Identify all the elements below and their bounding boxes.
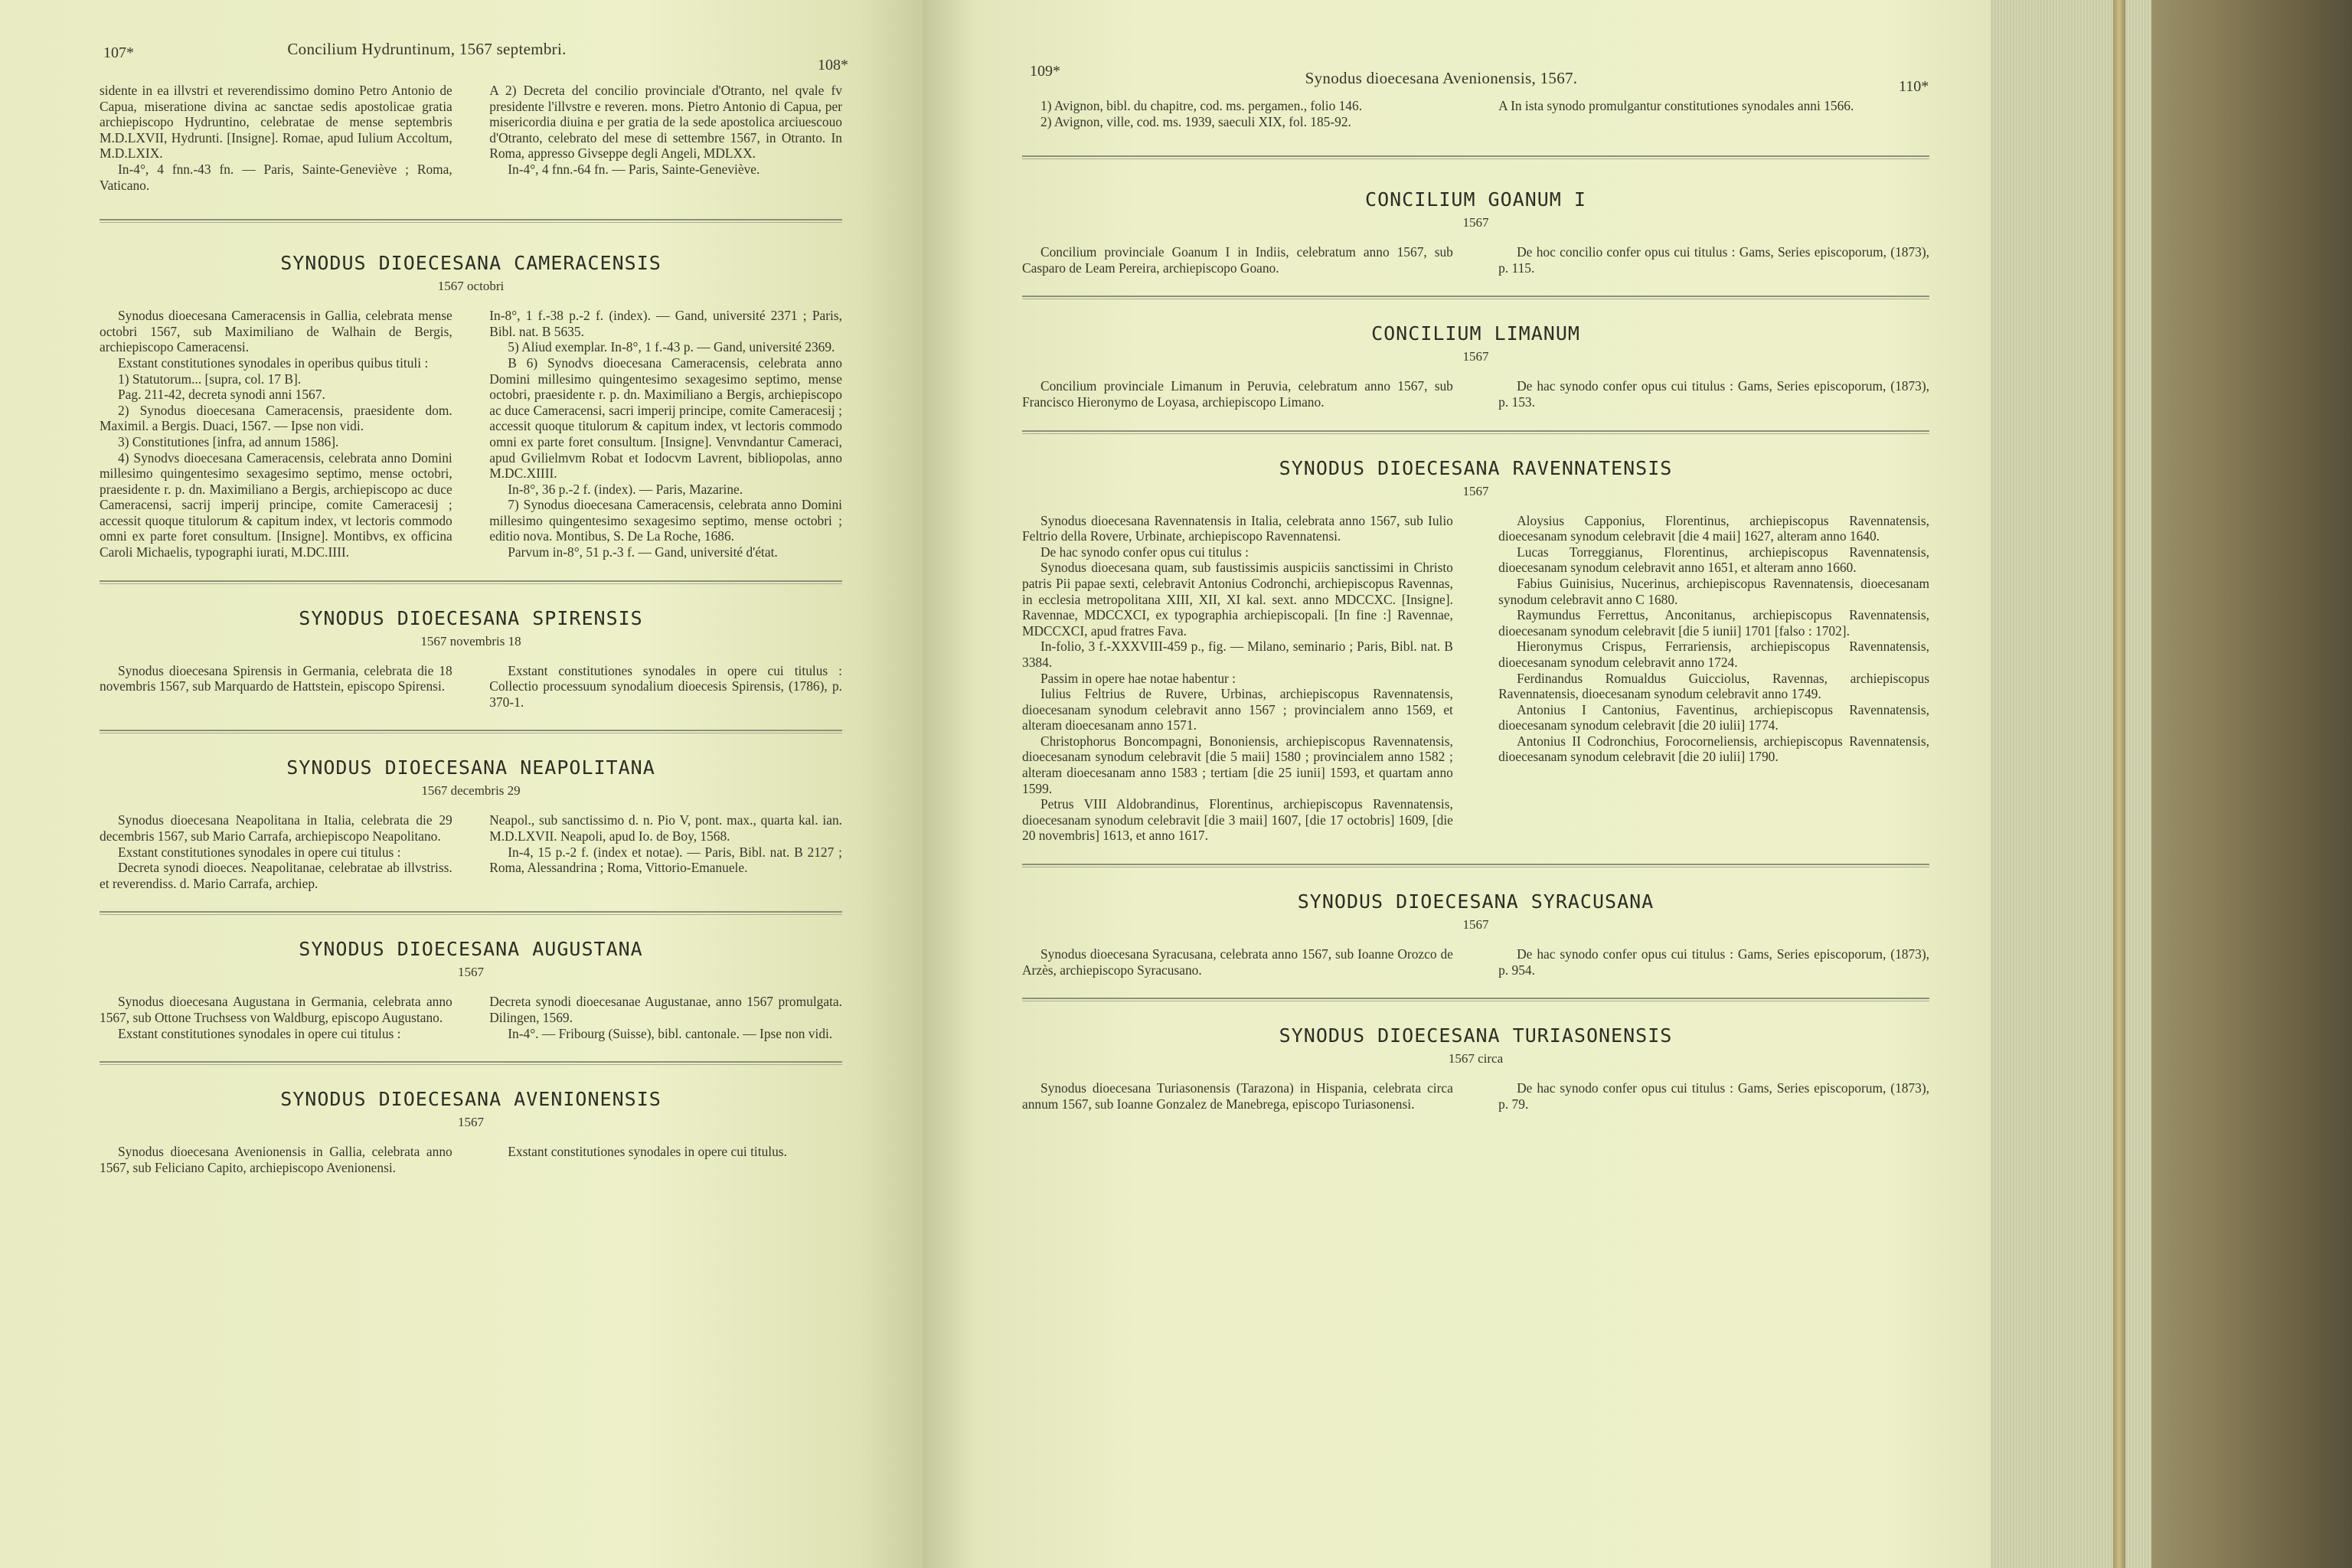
paragraph: A 2) Decreta del concilio provinciale d'Otranto, nel qvale fv presidente l'illvstre e reveren. mons. Pietro Antonio di Capua, per misericordia diuina e per gratia de la sede apostolica arciuescouo d'Otranto, celebrato del mese di settembre 1567, in Otranto. In Roma, appresso Givseppe degli Angeli, MDLXX. (489, 83, 842, 162)
section-col2 (1498, 1080, 1929, 1112)
divider (100, 730, 842, 733)
section-date: 1567 (458, 1115, 484, 1130)
paragraph: Synodus dioecesana Avenionensis in Gallia, celebrata anno 1567, sub Feliciano Capito, archiepiscopo Avenionensi. (100, 1144, 452, 1175)
divider (1022, 155, 1929, 159)
section-body (1022, 513, 1929, 844)
divider (100, 1061, 842, 1065)
paragraph: In-4°, 4 fnn.-43 fn. — Paris, Sainte-Geneviève ; Roma, Vaticano. (100, 161, 452, 193)
paragraph: Ferdinandus Romualdus Guicciolus, Ravennas, archiepiscopus Ravennatensis, dioecesanam synodum celebravit anno 1749. (1498, 670, 1929, 702)
section-date: 1567 (1462, 483, 1489, 498)
paragraph: Neapol., sub sanctissimo d. n. Pio V, pont. max., quarta kal. ian. M.D.LXVII. Neapoli, apud Io. de Boy, 1568. (489, 812, 842, 844)
paragraph: De hac synodo confer opus cui titulus : Gams, Series episcoporum, (1873), p. 79. (1498, 1080, 1929, 1112)
page-number-108: 108* (818, 57, 848, 74)
paragraph: De hac synodo confer opus cui titulus : Gams, Series episcoporum, (1873), p. 954. (1498, 946, 1929, 978)
paragraph: Exstant constitutiones synodales in opere cui titulus. (508, 1144, 787, 1160)
paragraph: Pag. 211-42, decreta synodi anni 1567. (118, 387, 325, 403)
section-col1 (1022, 946, 1453, 978)
divider (1022, 430, 1929, 434)
divider (1022, 296, 1929, 299)
section-title: SYNODUS DIOECESANA CAMERACENSIS (280, 252, 662, 275)
paragraph: sidente in ea illvstri et reverendissimo domino Petro Antonio de Capua, miseratione divina ac sanctae sedis apostolicae gratia archiepiscopo Hydruntino, celebratae de mense septembris M.D.LXVII, Hydrunti. [Insigne]. Romae, apud Iulium Accoltum, M.D.LXIX. (100, 83, 452, 162)
paragraph: In-8°, 1 f.-38 p.-2 f. (index). — Gand, université 2371 ; Paris, Bibl. nat. B 5635. (489, 308, 842, 339)
section-col2 (1498, 946, 1929, 978)
divider (100, 911, 842, 915)
top-entry (100, 83, 842, 193)
paragraph: In-4°. — Fribourg (Suisse), bibl. cantonale. — Ipse non vidi. (508, 1025, 833, 1041)
section-col1 (1022, 378, 1453, 410)
paragraph: Synodus dioecesana Augustana in Germania, celebrata anno 1567, sub Ottone Truchsess von Waldburg, episcopo Augustano. (100, 994, 452, 1025)
left-page-content (100, 83, 842, 1175)
paragraph: Parvum in-8°, 51 p.-3 f. — Gand, université d'état. (508, 544, 778, 560)
left-running-head (0, 40, 923, 74)
divider (100, 219, 842, 223)
section-col2 (489, 812, 842, 891)
section-body (1022, 378, 1929, 410)
paragraph: Exstant constitutiones synodales in opere cui titulus : Collectio processuum synodalium dioecesis Spirensis, (1786), p. 370-1. (489, 662, 842, 710)
paragraph: Synodus dioecesana Neapolitana in Italia, celebrata die 29 decembris 1567, sub Mario Carrafa, archiepiscopo Neapolitano. (100, 812, 452, 844)
paragraph: Synodus dioecesana Turiasonensis (Tarazona) in Hispania, celebrata circa annum 1567, sub Ioanne Gonzalez de Manebrega, episcopo Turiasonensi. (1022, 1080, 1453, 1112)
paragraph: 5) Aliud exemplar. In-8°, 1 f.-43 p. — Gand, université 2369. (508, 339, 835, 355)
section-body (100, 663, 842, 710)
paragraph: Petrus VIII Aldobrandinus, Florentinus, archiepiscopus Ravennatensis, dioecesanam synodum celebravit [die 3 maii] 1607, [die 17 octobris] 1609, [die 20 novembris] 1613, et anno 1617. (1022, 796, 1453, 844)
section-col2 (1498, 513, 1929, 844)
paragraph: Antonius I Cantonius, Faventinus, archiepiscopus Ravennatensis, dioecesanam synodum celebravit [die 20 iulii] 1774. (1498, 701, 1929, 733)
paragraph: In-4, 15 p.-2 f. (index et notae). — Paris, Bibl. nat. B 2127 ; Roma, Alessandrina ; Roma, Vittorio-Emanuele. (489, 844, 842, 876)
section-body (100, 812, 842, 891)
section-title: CONCILIUM LIMANUM (1371, 322, 1580, 345)
section-date: 1567 (1462, 917, 1489, 933)
section-title: SYNODUS DIOECESANA TURIASONENSIS (1279, 1024, 1673, 1047)
right-running-head (923, 40, 1991, 95)
paragraph: 2) Synodus dioecesana Cameracensis, praesidente dom. Maximil. a Bergis. Duaci, 1567. — Ipse non vidi. (100, 402, 452, 434)
left-page (0, 0, 923, 1568)
section-title: CONCILIUM GOANUM I (1365, 188, 1586, 211)
page-number-107: 107* (103, 44, 134, 61)
section-date: 1567 (458, 965, 484, 980)
section-col2 (1498, 244, 1929, 276)
section-col2 (489, 1144, 842, 1175)
cover-edge (2113, 0, 2125, 1568)
paragraph: Synodus dioecesana Syracusana, celebrata anno 1567, sub Ioanne Orozco de Arzès, archiepiscopo Syracusano. (1022, 946, 1453, 978)
section-title: SYNODUS DIOECESANA SPIRENSIS (299, 606, 643, 629)
paragraph: Exstant constitutiones synodales in operibus quibus tituli : (118, 354, 429, 371)
section-col2 (489, 663, 842, 710)
paragraph: Concilium provinciale Goanum I in Indiis, celebratum anno 1567, sub Casparo de Leam Pereira, archiepiscopo Goano. (1022, 244, 1453, 276)
section-date: 1567 octobri (437, 279, 505, 294)
page-number-109: 109* (1030, 63, 1060, 80)
paragraph: Antonius II Codronchius, Forocorneliensis, archiepiscopus Ravennatensis, dioecesanam synodum celebravit [die 20 iulii] 1790. (1498, 733, 1929, 765)
paragraph: Raymundus Ferrettus, Anconitanus, archiepiscopus Ravennatensis, dioecesanam synodum celebravit [die 5 iunii] 1701 [falso : 1702]. (1498, 607, 1929, 639)
paragraph: Synodus dioecesana Ravennatensis in Italia, celebrata anno 1567, sub Iulio Feltrio della Rovere, Urbinate, archiepiscopo Ravennatensi. (1022, 512, 1453, 544)
section-title: SYNODUS DIOECESANA NEAPOLITANA (286, 756, 655, 779)
section-body (1022, 244, 1929, 276)
top-entry-col1 (1022, 98, 1453, 129)
paragraph: B 6) Synodvs dioecesana Cameracensis, celebrata anno Domini millesimo quingentesimo sexagesimo septimo, mense octobri, praesidente r. p. dn. Maximiliano a Bergis, archiepiscopo ac duce Cameracensi, sacri imperij principe, comite Cameracesij ; accessit quoque titulorum & capitum index, vt lectoris commodo omni ex parte foret consultum. [Insigne]. Venvndantur Cameraci, apud Gvilielmvm Robat et Iodocvm Lavrent, bibliopolas, anno M.DC.XIIII. (489, 354, 842, 482)
paragraph: Synodus dioecesana Spirensis in Germania, celebrata die 18 novembris 1567, sub Marquardo de Hattstein, episcopo Spirensi. (100, 662, 452, 694)
section-title: SYNODUS DIOECESANA AUGUSTANA (299, 938, 643, 961)
right-page-content (1022, 98, 1929, 1112)
paragraph: 3) Constitutiones [infra, ad annum 1586]. (118, 433, 339, 449)
section-body (100, 1144, 842, 1175)
paragraph: In-4°, 4 fnn.-64 fn. — Paris, Sainte-Geneviève. (508, 161, 760, 177)
section-col1 (1022, 244, 1453, 276)
section-col2 (489, 308, 842, 560)
section-body (100, 994, 842, 1041)
paragraph: 7) Synodus dioecesana Cameracensis, celebrata anno Domini millesimo quingentesimo sexagesimo septimo, mense octobri ; editio nova. Montibus, S. De La Roche, 1686. (489, 497, 842, 544)
top-entry (1022, 98, 1929, 129)
paragraph: 4) Synodvs dioecesana Cameracensis, celebrata anno Domini millesimo quingentesimo sexagesimo septimo, mense octobri, praesidente r. p. dn. Maximiliano a Bergis, archiepiscopo ac duce Cameracensi, sacrij imperij principe, comite Cameracesij ; accessit quoque titulorum & capitum index, vt lectoris commodo omni ex parte foret consultum. [Insigne]. Montibvs, ex officina Caroli Michaelis, typographi iurati, M.DC.IIII. (100, 449, 452, 560)
running-title: Synodus dioecesana Avenionensis, 1567. (1305, 69, 1578, 87)
paragraph: Decreta synodi dioecesanae Augustanae, anno 1567 promulgata. Dilingen, 1569. (489, 994, 842, 1025)
paragraph: Lucas Torreggianus, Florentinus, archiepiscopus Ravennatensis, dioecesanam synodum celebravit anno 1651, et alteram anno 1660. (1498, 544, 1929, 576)
section-body (100, 308, 842, 560)
paragraph: In-folio, 3 f.-XXXVIII-459 p., fig. — Milano, seminario ; Paris, Bibl. nat. B 3384. (1022, 639, 1453, 670)
section-title: SYNODUS DIOECESANA RAVENNATENSIS (1279, 456, 1673, 479)
paragraph: De hac synodo confer opus cui titulus : Gams, Series episcoporum, (1873), p. 153. (1498, 378, 1929, 410)
paragraph: Hieronymus Crispus, Ferrariensis, archiepiscopus Ravennatensis, dioecesanam synodum celebravit anno 1724. (1498, 639, 1929, 670)
paragraph: Aloysius Capponius, Florentinus, archiepiscopus Ravennatensis, dioecesanam synodum celebravit [die 4 maii] 1627, alteram anno 1640. (1498, 512, 1929, 544)
top-entry-col2 (489, 83, 842, 193)
page-number-110: 110* (1899, 78, 1929, 95)
paragraph: De hoc concilio confer opus cui titulus : Gams, Series episcoporum, (1873), p. 115. (1498, 244, 1929, 276)
section-body (1022, 946, 1929, 978)
divider (1022, 864, 1929, 867)
paragraph: Passim in opere hae notae habentur : (1040, 670, 1236, 686)
top-entry-col1 (100, 83, 452, 193)
paragraph: De hac synodo confer opus cui titulus : (1040, 544, 1249, 560)
section-title: SYNODUS DIOECESANA AVENIONENSIS (280, 1088, 662, 1111)
section-col2 (1498, 378, 1929, 410)
section-col1 (100, 663, 452, 710)
paragraph: Synodus dioecesana Cameracensis in Gallia, celebrata mense octobri 1567, sub Maximiliano de Walhain de Bergis, archiepiscopo Cameracensi. (100, 308, 452, 355)
section-date: 1567 (1462, 349, 1489, 364)
paragraph: In-8°, 36 p.-2 f. (index). — Paris, Mazarine. (508, 481, 743, 497)
top-entry-col2 (1498, 98, 1929, 129)
paragraph: Synodus dioecesana quam, sub faustissimis auspiciis sanctissimi in Christo patris Pii papae sexti, celebravit Antonius Codronchi, archiepiscopus Ravennas, in ecclesia metropolitana XIII, XII, XI kal. sext. anno MDCCXC. [Insigne]. Ravennae, MDCCXCI, ex typographia archiepiscopali. [In fine :] Ravennae, MDCCXCI, apud fratres Fava. (1022, 560, 1453, 639)
paragraph: Christophorus Boncompagni, Bononiensis, archiepiscopus Ravennatensis, dioecesanam synodum celebravit [die 5 maii] 1580 ; provincialem anno 1582 ; alteram dioecesanam anno 1583 ; tertiam [die 25 iunii] 1593, et quartam anno 1599. (1022, 733, 1453, 796)
divider (1022, 998, 1929, 1001)
section-col1 (100, 994, 452, 1041)
section-col1 (1022, 513, 1453, 844)
section-col1 (100, 1144, 452, 1175)
paragraph: Concilium provinciale Limanum in Peruvia, celebratum anno 1567, sub Francisco Hieronymo de Loyasa, archiepiscopo Limano. (1022, 378, 1453, 410)
section-col1 (100, 308, 452, 560)
section-date: 1567 circa (1448, 1051, 1504, 1067)
section-date: 1567 novembris 18 (420, 633, 521, 648)
paragraph: Exstant constitutiones synodales in opere cui titulus : (118, 1025, 401, 1041)
paragraph: Fabius Guinisius, Nucerinus, archiepiscopus Ravennatensis, dioecesanam synodum celebravit anno C 1680. (1498, 575, 1929, 607)
book-cover (2151, 0, 2352, 1568)
section-date: 1567 decembris 29 (421, 783, 521, 799)
paragraph: Iulius Feltrius de Ruvere, Urbinas, archiepiscopus Ravennatensis, dioecesanam synodum celebravit anno 1567 ; provincialem anno 1569, et alteram dioecesanam anno 1571. (1022, 686, 1453, 733)
paragraph: 2) Avignon, ville, cod. ms. 1939, saeculi XIX, fol. 185-92. (1040, 113, 1351, 129)
section-title: SYNODUS DIOECESANA SYRACUSANA (1297, 890, 1655, 913)
section-body (1022, 1080, 1929, 1112)
section-date: 1567 (1462, 215, 1489, 230)
paragraph: Exstant constitutiones synodales in opere cui titulus : (118, 844, 401, 860)
paragraph: A In ista synodo promulgantur constitutiones synodales anni 1566. (1498, 98, 1854, 113)
running-title: Concilium Hydruntinum, 1567 septembri. (287, 40, 567, 58)
page-edges (1991, 0, 2151, 1568)
paragraph: 1) Avignon, bibl. du chapitre, cod. ms. pergamen., folio 146. (1040, 98, 1363, 113)
section-col2 (489, 994, 842, 1041)
section-col1 (100, 812, 452, 891)
section-col1 (1022, 1080, 1453, 1112)
paragraph: Decreta synodi dioeces. Neapolitanae, celebratae ab illvstriss. et reverendiss. d. Mario Carrafa, archiep. (100, 860, 452, 891)
paragraph: 1) Statutorum... [supra, col. 17 B]. (118, 371, 302, 387)
divider (100, 580, 842, 584)
right-page (923, 0, 1991, 1568)
